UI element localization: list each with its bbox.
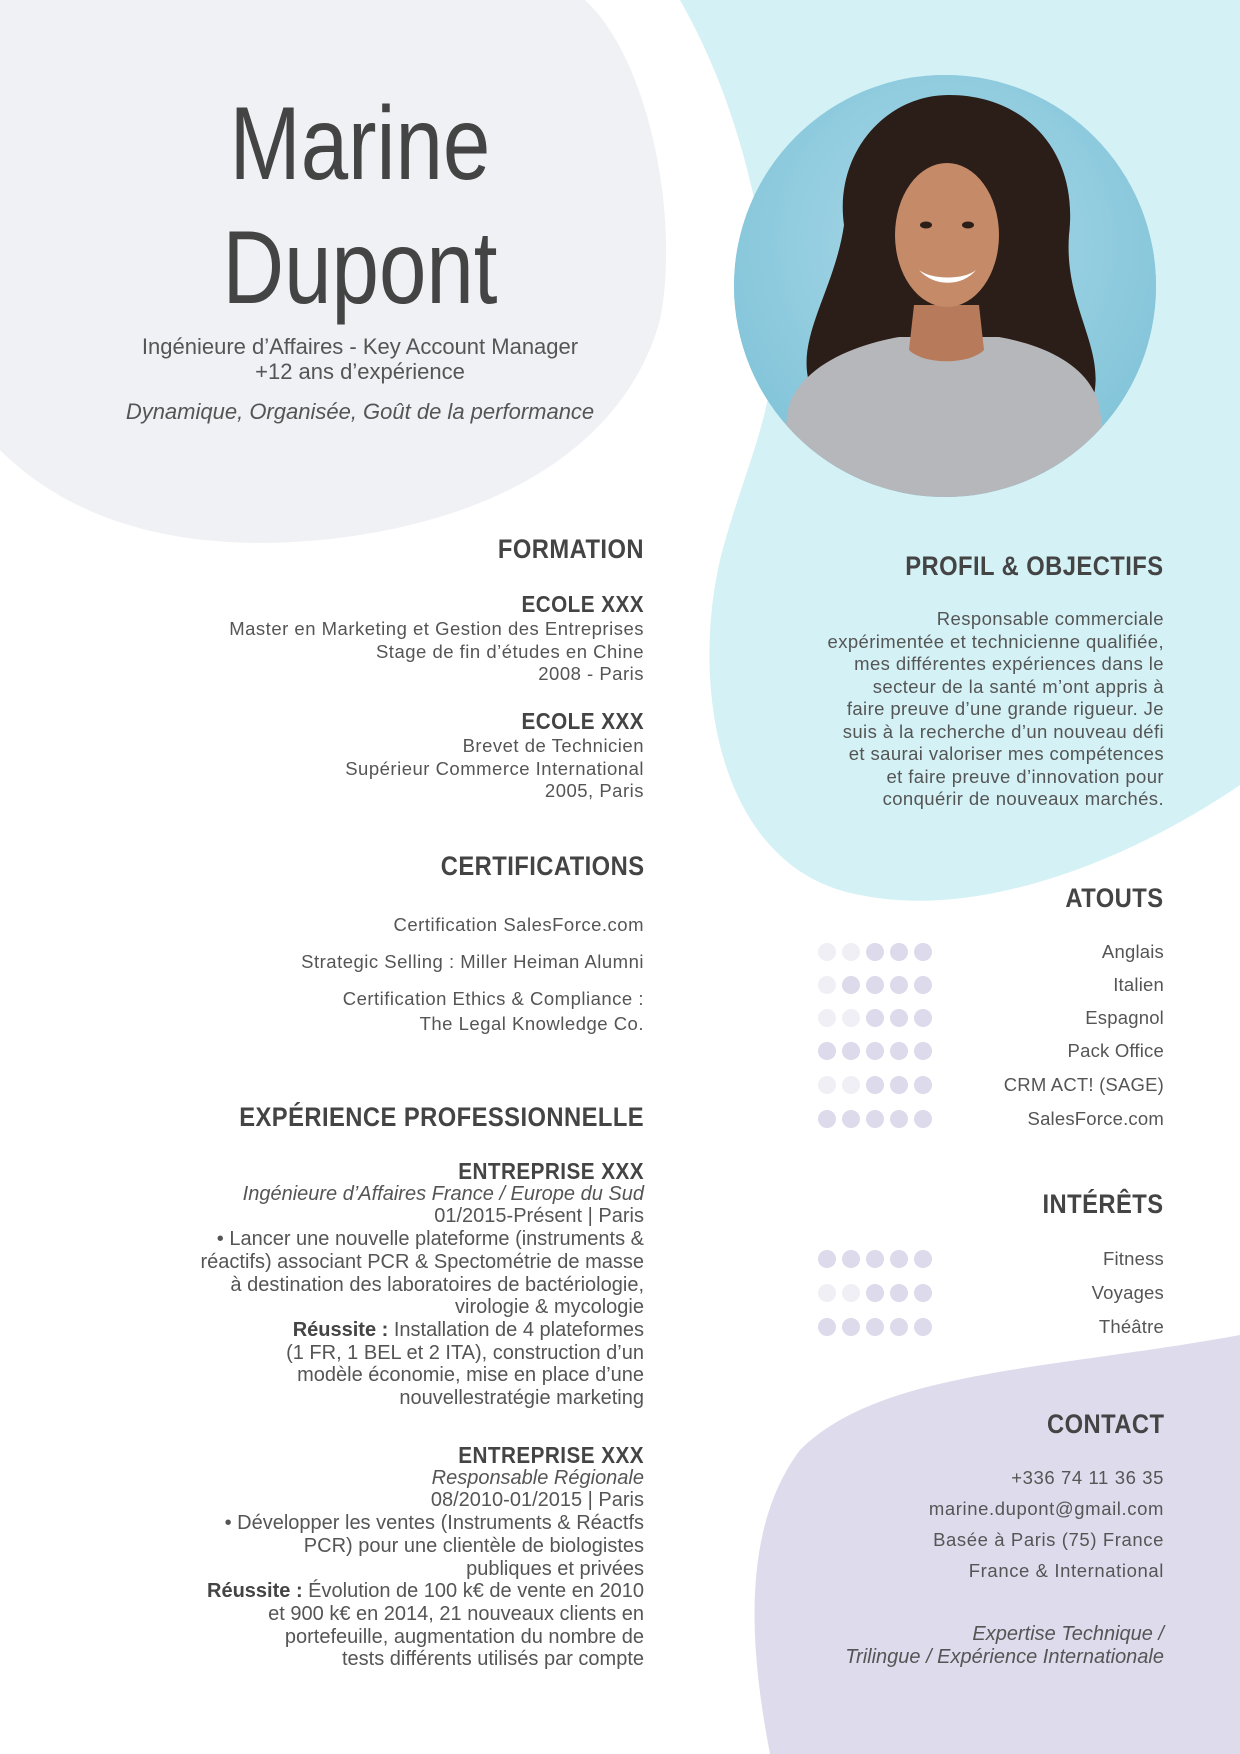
skill-label: Espagnol: [1085, 1007, 1164, 1028]
profil-line: et faire preuve d’innovation pour: [886, 765, 1164, 787]
job-success-line: portefeuille, augmentation du nombre de: [284, 1625, 644, 1648]
level-dot-empty: [842, 1284, 860, 1302]
job-bullet-line: à destination des laboratoires de bactériologie,: [230, 1273, 644, 1296]
job-bullet-line: réactifs) associant PCR & Spectométrie de masse: [200, 1250, 644, 1273]
level-dot-filled: [866, 1009, 884, 1027]
formation-entry: [124, 591, 644, 686]
job-bullet-line: • Lancer une nouvelle plateforme (instruments &: [216, 1228, 644, 1251]
level-dot-filled: [890, 1250, 908, 1268]
tagline-line: Expertise Technique /: [972, 1623, 1164, 1645]
level-dot-filled: [914, 943, 932, 961]
job-bullet-line: virologie & mycologie: [455, 1296, 644, 1319]
job-success-line: tests différents utilisés par compte: [342, 1648, 644, 1671]
level-dot-filled: [914, 1009, 932, 1027]
level-dot-filled: [842, 1042, 860, 1060]
skill-level-dots: [818, 976, 932, 994]
qualities: Dynamique, Organisée, Goût de la performance: [125, 399, 595, 424]
contact-phone: +336 74 11 36 35: [1011, 1467, 1164, 1488]
job-success-line: modèle économie, mise en place d’une: [297, 1364, 644, 1387]
level-dot-filled: [890, 976, 908, 994]
skill-level-dots: [818, 1110, 932, 1128]
job-role: Ingénieure d’Affaires France / Europe du Sud: [242, 1182, 644, 1205]
interest-level-dots: [818, 1284, 932, 1302]
profile-photo: [734, 75, 1156, 497]
level-dot-filled: [914, 1318, 932, 1336]
interest-level-dots: [818, 1318, 932, 1336]
level-dot-filled: [866, 1076, 884, 1094]
level-dot-filled: [866, 1284, 884, 1302]
formation-line: 2008 - Paris: [538, 663, 644, 684]
certifications-list: [124, 912, 644, 1048]
profil-line: et saurai valoriser mes compétences: [848, 743, 1164, 764]
level-dot-filled: [890, 1110, 908, 1128]
school-name: ECOLE XXX: [521, 708, 644, 734]
skill-label: Italien: [1113, 974, 1164, 995]
certification-item: Certification Ethics & Compliance :: [342, 988, 644, 1009]
profil-text: [764, 608, 1164, 811]
company-name: ENTREPRISE XXX: [458, 1158, 644, 1184]
tagline-line: Trilingue / Expérience Internationale: [845, 1646, 1164, 1668]
certification-item: The Legal Knowledge Co.: [419, 1013, 644, 1034]
job-bullet-line: publiques et privées: [466, 1557, 644, 1580]
job-entry: [124, 1160, 644, 1410]
job-success-line: nouvellestratégie marketing: [399, 1387, 644, 1410]
level-dot-filled: [866, 943, 884, 961]
profil-line: suis à la recherche d’un nouveau défi: [842, 720, 1164, 742]
success-label: Réussite :: [292, 1318, 389, 1341]
school-name: ECOLE XXX: [521, 591, 644, 617]
company-name: ENTREPRISE XXX: [458, 1442, 644, 1468]
level-dot-filled: [818, 1110, 836, 1128]
level-dot-empty: [818, 1009, 836, 1027]
skill-label: Anglais: [1101, 941, 1164, 962]
skill-row: [818, 1107, 1164, 1131]
level-dot-filled: [866, 1250, 884, 1268]
level-dot-filled: [890, 1318, 908, 1336]
job-role: Responsable Régionale: [431, 1466, 644, 1489]
job-success-line: [124, 1319, 644, 1342]
success-text: Installation de 4 plateformes: [388, 1318, 644, 1341]
success-text: Évolution de 100 k€ de vente en 2010: [302, 1580, 644, 1603]
profil-line: Responsable commerciale: [936, 608, 1164, 629]
first-name: Marine: [229, 86, 491, 202]
certifications-title: CERTIFICATIONS: [440, 851, 644, 881]
skill-label: Pack Office: [1067, 1040, 1164, 1061]
interets-title: INTÉRÊTS: [1042, 1189, 1164, 1219]
atouts-title: ATOUTS: [1065, 883, 1164, 913]
skill-level-dots: [818, 1009, 932, 1027]
contact-tagline: [764, 1623, 1164, 1669]
skill-row: [818, 1073, 1164, 1097]
skill-row: [818, 973, 1164, 997]
success-label: Réussite :: [207, 1580, 303, 1603]
skill-row: [818, 1039, 1164, 1063]
formation-line: Supérieur Commerce International: [345, 757, 644, 779]
level-dot-filled: [890, 1284, 908, 1302]
interest-label: Voyages: [1091, 1282, 1164, 1303]
job-bullet-line: PCR) pour une clientèle de biologistes: [303, 1534, 644, 1557]
job-title: Ingénieure d’Affaires - Key Account Manager: [141, 334, 579, 359]
interest-row: [818, 1247, 1164, 1271]
interest-label: Fitness: [1102, 1248, 1164, 1269]
level-dot-filled: [818, 1250, 836, 1268]
profil-title: PROFIL & OBJECTIFS: [905, 551, 1164, 581]
certification-item: Certification SalesForce.com: [393, 914, 644, 935]
level-dot-empty: [818, 1284, 836, 1302]
skill-row: [818, 1006, 1164, 1030]
level-dot-filled: [890, 1009, 908, 1027]
skill-level-dots: [818, 943, 932, 961]
formation-line: Stage de fin d’études en Chine: [375, 640, 644, 662]
level-dot-filled: [842, 1250, 860, 1268]
level-dot-filled: [866, 1042, 884, 1060]
job-success-line: (1 FR, 1 BEL et 2 ITA), construction d’un: [286, 1341, 644, 1364]
experience-title: EXPÉRIENCE PROFESSIONNELLE: [239, 1102, 644, 1132]
level-dot-filled: [818, 1318, 836, 1336]
job-bullet-line: • Développer les ventes (Instruments & Réactfs: [224, 1512, 644, 1535]
experience-years: +12 ans d’expérience: [255, 359, 465, 384]
profil-line: faire preuve d’une grande rigueur. Je: [846, 698, 1164, 719]
profil-line: expérimentée et technicienne qualifiée,: [827, 630, 1164, 652]
level-dot-empty: [842, 1076, 860, 1094]
last-name: Dupont: [222, 210, 498, 326]
interest-label: Théâtre: [1098, 1316, 1164, 1337]
job-dates: 08/2010-01/2015 | Paris: [430, 1489, 644, 1512]
level-dot-filled: [818, 1042, 836, 1060]
formation-title: FORMATION: [497, 534, 644, 564]
skill-label: CRM ACT! (SAGE): [1003, 1074, 1164, 1095]
level-dot-empty: [842, 1009, 860, 1027]
formation-line: 2005, Paris: [544, 780, 644, 801]
level-dot-filled: [866, 1110, 884, 1128]
skill-level-dots: [818, 1076, 932, 1094]
level-dot-filled: [866, 1318, 884, 1336]
interest-row: [818, 1315, 1164, 1339]
level-dot-filled: [914, 1076, 932, 1094]
level-dot-filled: [914, 976, 932, 994]
level-dot-filled: [914, 1042, 932, 1060]
level-dot-filled: [914, 1110, 932, 1128]
profil-line: mes différentes expériences dans le: [854, 653, 1164, 674]
formation-line: Master en Marketing et Gestion des Entreprises: [229, 618, 644, 639]
skill-level-dots: [818, 1042, 932, 1060]
level-dot-filled: [890, 1042, 908, 1060]
formation-line: Brevet de Technicien: [462, 735, 644, 756]
level-dot-empty: [818, 1076, 836, 1094]
job-success-line: [124, 1580, 644, 1603]
level-dot-filled: [890, 1076, 908, 1094]
contact-block: [764, 1462, 1164, 1586]
level-dot-filled: [890, 943, 908, 961]
job-entry: [124, 1444, 644, 1671]
contact-mobility: France & International: [968, 1560, 1164, 1581]
level-dot-filled: [914, 1250, 932, 1268]
level-dot-filled: [866, 976, 884, 994]
level-dot-empty: [818, 976, 836, 994]
level-dot-filled: [914, 1284, 932, 1302]
profil-line: secteur de la santé m’ont appris à: [872, 675, 1164, 697]
profil-line: conquérir de nouveaux marchés.: [882, 788, 1164, 809]
formation-entry: [124, 708, 644, 803]
job-success-line: et 900 k€ en 2014, 21 nouveaux clients en: [268, 1602, 644, 1625]
interest-level-dots: [818, 1250, 932, 1268]
skill-label: SalesForce.com: [1027, 1108, 1164, 1129]
job-dates: 01/2015-Présent | Paris: [434, 1205, 644, 1228]
certification-item: Strategic Selling : Miller Heiman Alumni: [301, 951, 644, 972]
skill-row: [818, 940, 1164, 964]
level-dot-filled: [842, 976, 860, 994]
level-dot-filled: [842, 1318, 860, 1336]
interest-row: [818, 1281, 1164, 1305]
level-dot-empty: [842, 943, 860, 961]
level-dot-empty: [818, 943, 836, 961]
level-dot-filled: [842, 1110, 860, 1128]
contact-location: Basée à Paris (75) France: [933, 1529, 1164, 1550]
contact-email: marine.dupont@gmail.com: [928, 1498, 1164, 1519]
contact-title: CONTACT: [1046, 1409, 1164, 1439]
